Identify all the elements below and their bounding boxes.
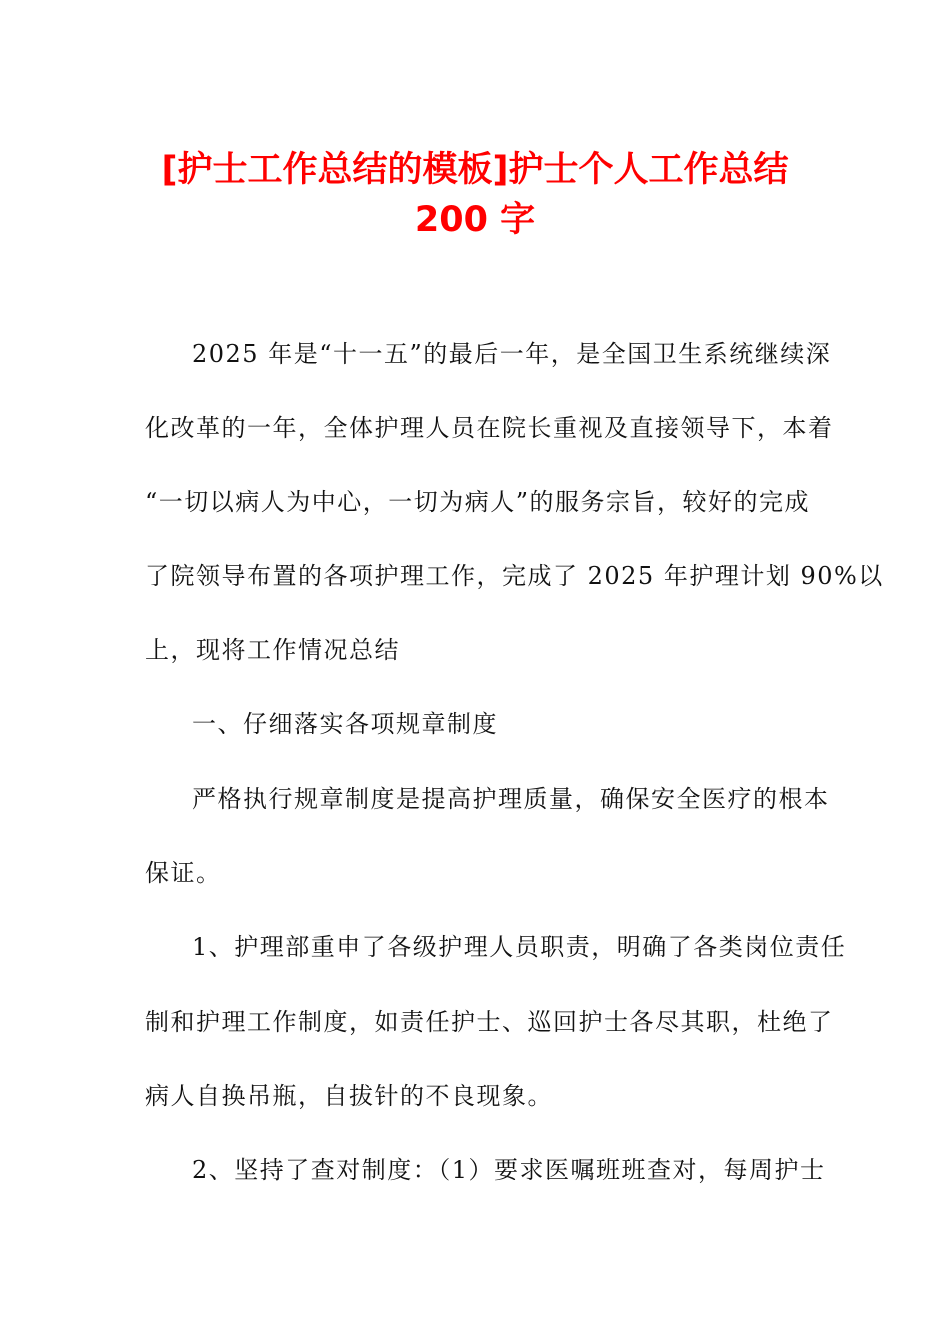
body-line-9: 1、护理部重申了各级护理人员职责，明确了各类岗位责任 xyxy=(192,933,847,961)
body-line-5: 上，现将工作情况总结 xyxy=(145,636,400,664)
body-line-10: 制和护理工作制度，如责任护士、巡回护士各尽其职，杜绝了 xyxy=(145,1008,834,1036)
section-heading-1: 一、仔细落实各项规章制度 xyxy=(192,710,498,738)
document-title-line-2: 200 字 xyxy=(414,200,536,240)
body-line-3: “一切以病人为中心，一切为病人”的服务宗旨，较好的完成 xyxy=(145,488,811,516)
body-line-4: 了院领导布置的各项护理工作，完成了 2025 年护理计划 90%以 xyxy=(145,562,884,590)
body-line-2: 化改革的一年，全体护理人员在院长重视及直接领导下，本着 xyxy=(145,414,834,442)
body-line-8: 保证。 xyxy=(145,859,222,887)
body-line-7: 严格执行规章制度是提高护理质量，确保安全医疗的根本 xyxy=(192,785,830,813)
document-title-line-1: [护士工作总结的模板]护士个人工作总结 xyxy=(161,150,789,190)
body-line-11: 病人自换吊瓶，自拔针的不良现象。 xyxy=(145,1082,553,1110)
body-line-1: 2025 年是“十一五”的最后一年，是全国卫生系统继续深 xyxy=(192,340,832,368)
body-line-12: 2、坚持了查对制度：（1）要求医嘱班班查对，每周护士 xyxy=(192,1156,826,1184)
